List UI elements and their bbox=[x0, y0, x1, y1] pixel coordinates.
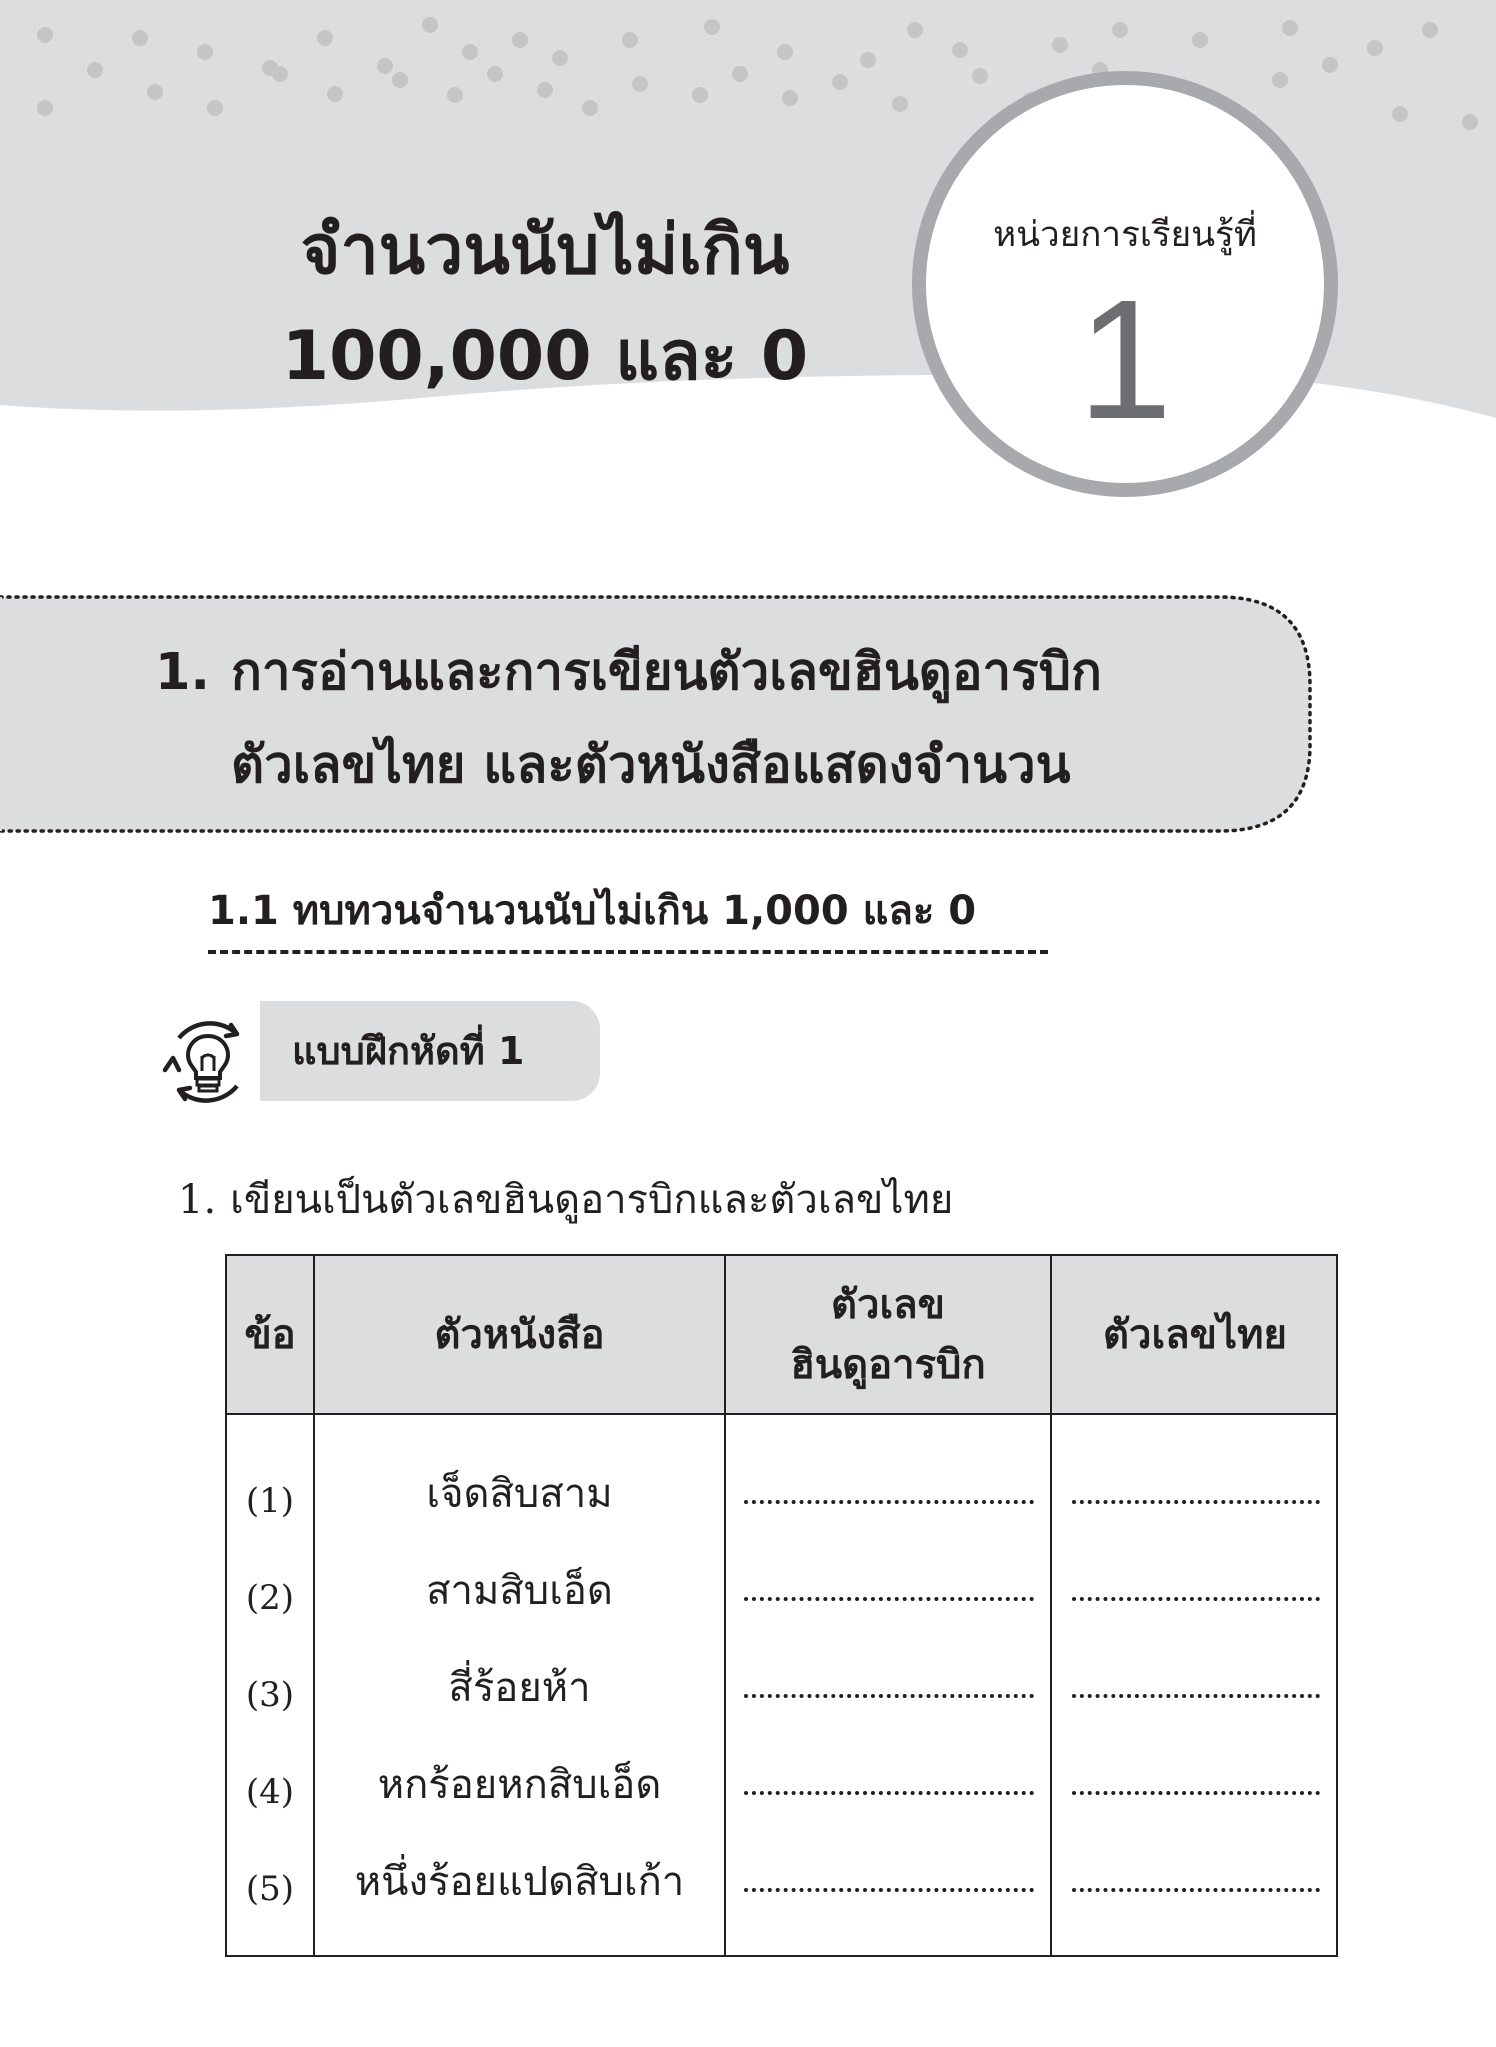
table-header-divider bbox=[227, 1413, 1336, 1415]
exercise-label: แบบฝึกหัดที่ 1 bbox=[292, 1029, 525, 1073]
decorative-dot bbox=[732, 66, 748, 82]
table-row bbox=[227, 1755, 1336, 1825]
decorative-dot bbox=[462, 44, 478, 60]
header-thai: ตัวเลขไทย bbox=[1103, 1311, 1287, 1358]
row-words: หกร้อยหกสิบเอ็ด bbox=[377, 1762, 662, 1808]
thai-answer-blank[interactable] bbox=[1072, 1500, 1320, 1504]
decorative-dot bbox=[1282, 20, 1298, 36]
decorative-dot bbox=[327, 86, 343, 102]
table-row bbox=[227, 1658, 1336, 1728]
table-row bbox=[227, 1464, 1336, 1534]
lightbulb-cycle-icon bbox=[155, 1008, 261, 1114]
decorative-dot bbox=[487, 66, 503, 82]
decorative-dot bbox=[622, 32, 638, 48]
decorative-dot bbox=[582, 100, 598, 116]
hindu-arabic-answer-blank[interactable] bbox=[744, 1500, 1034, 1504]
decorative-dot bbox=[147, 84, 163, 100]
row-words: หนึ่งร้อยแปดสิบเก้า bbox=[354, 1859, 685, 1905]
decorative-dot bbox=[832, 74, 848, 90]
decorative-dot bbox=[907, 22, 923, 38]
decorative-dot bbox=[1052, 37, 1068, 53]
decorative-dot bbox=[37, 27, 53, 43]
section-title-line1: การอ่านและการเขียนตัวเลขฮินดูอารบิก bbox=[231, 643, 1102, 702]
decorative-dot bbox=[632, 76, 648, 92]
header-hindu-arabic-line1: ตัวเลข bbox=[831, 1281, 945, 1328]
unit-label: หน่วยการเรียนรู้ที่ bbox=[993, 215, 1257, 255]
hindu-arabic-answer-blank[interactable] bbox=[744, 1791, 1034, 1795]
hindu-arabic-answer-blank[interactable] bbox=[744, 1888, 1034, 1892]
unit-title-line2: 100,000 และ 0 bbox=[281, 317, 809, 396]
decorative-dot bbox=[860, 52, 876, 68]
decorative-dot bbox=[37, 100, 53, 116]
decorative-dot bbox=[1392, 106, 1408, 122]
decorative-dot bbox=[377, 58, 393, 74]
decorative-dot bbox=[692, 87, 708, 103]
section-title-line2: ตัวเลขไทย และตัวหนังสือแสดงจำนวน bbox=[231, 736, 1071, 795]
row-words: สี่ร้อยห้า bbox=[448, 1665, 591, 1711]
decorative-dot bbox=[1272, 72, 1288, 88]
worksheet-table bbox=[225, 1254, 1338, 1957]
table-row bbox=[227, 1852, 1336, 1922]
decorative-dot bbox=[972, 68, 988, 84]
decorative-dot bbox=[1322, 57, 1338, 73]
section-title bbox=[155, 626, 1255, 812]
decorative-dot bbox=[552, 50, 568, 66]
subsection-title: 1.1 ทบทวนจำนวนนับไม่เกิน 1,000 และ 0 bbox=[208, 888, 977, 934]
decorative-dot bbox=[207, 100, 223, 116]
hindu-arabic-answer-blank[interactable] bbox=[744, 1694, 1034, 1698]
decorative-dot bbox=[1367, 40, 1383, 56]
row-words: เจ็ดสิบสาม bbox=[426, 1471, 613, 1517]
unit-number: 1 bbox=[1077, 265, 1173, 455]
decorative-dot bbox=[132, 30, 148, 46]
decorative-dot bbox=[952, 42, 968, 58]
thai-answer-blank[interactable] bbox=[1072, 1888, 1320, 1892]
thai-answer-blank[interactable] bbox=[1072, 1791, 1320, 1795]
decorative-dot bbox=[1462, 114, 1478, 130]
decorative-dot bbox=[782, 90, 798, 106]
decorative-dot bbox=[422, 17, 438, 33]
header-no: ข้อ bbox=[244, 1311, 296, 1358]
hindu-arabic-answer-blank[interactable] bbox=[744, 1597, 1034, 1601]
question bbox=[178, 1170, 953, 1230]
decorative-dot bbox=[704, 19, 720, 35]
row-number: (5) bbox=[245, 1869, 295, 1909]
table-row bbox=[227, 1561, 1336, 1631]
decorative-dot bbox=[892, 96, 908, 112]
unit-title-line1: จำนวนนับไม่เกิน bbox=[300, 211, 790, 290]
question-text: เขียนเป็นตัวเลขฮินดูอารบิกและตัวเลขไทย bbox=[230, 1177, 954, 1223]
row-number: (2) bbox=[245, 1578, 295, 1618]
decorative-dot bbox=[197, 44, 213, 60]
decorative-dot bbox=[87, 62, 103, 78]
decorative-dot bbox=[1112, 22, 1128, 38]
subsection-underline bbox=[208, 950, 1048, 954]
header-words: ตัวหนังสือ bbox=[434, 1311, 605, 1358]
question-number: 1. bbox=[178, 1177, 217, 1223]
decorative-dot bbox=[1192, 32, 1208, 48]
decorative-dot bbox=[272, 66, 288, 82]
row-number: (3) bbox=[245, 1675, 295, 1715]
decorative-dot bbox=[447, 87, 463, 103]
decorative-dot bbox=[1422, 22, 1438, 38]
thai-answer-blank[interactable] bbox=[1072, 1597, 1320, 1601]
unit-title bbox=[170, 198, 920, 410]
decorative-dot bbox=[392, 72, 408, 88]
decorative-dot bbox=[537, 82, 553, 98]
header-hindu-arabic bbox=[726, 1256, 1050, 1413]
row-number: (1) bbox=[245, 1481, 295, 1521]
header-hindu-arabic-line2: ฮินดูอารบิก bbox=[790, 1341, 986, 1388]
section-number: 1. bbox=[155, 643, 210, 702]
thai-answer-blank[interactable] bbox=[1072, 1694, 1320, 1698]
row-words: สามสิบเอ็ด bbox=[426, 1568, 613, 1614]
row-number: (4) bbox=[245, 1772, 295, 1812]
decorative-dot bbox=[512, 32, 528, 48]
decorative-dot bbox=[317, 30, 333, 46]
decorative-dot bbox=[777, 44, 793, 60]
